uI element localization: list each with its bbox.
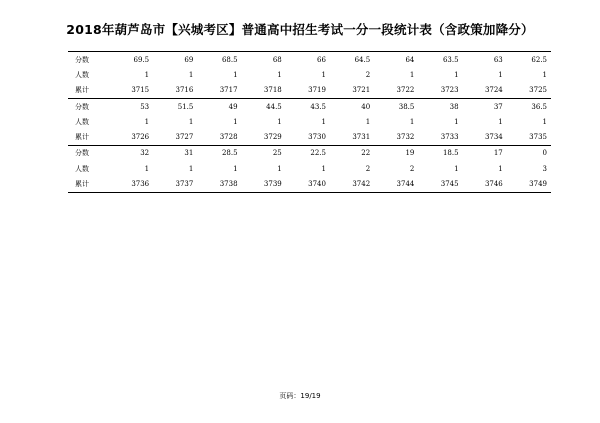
cumulative-cell: 3717 <box>197 83 241 99</box>
score-cell: 62.5 <box>507 52 551 68</box>
cumulative-cell: 3739 <box>242 176 286 192</box>
table-block-3 <box>68 145 551 192</box>
cumulative-cell: 3719 <box>286 83 330 99</box>
count-cell: 1 <box>144 164 150 173</box>
count-cell: 1 <box>321 70 326 79</box>
cumulative-cell: 3734 <box>463 129 507 145</box>
count-cell: 1 <box>321 117 326 126</box>
score-cell: 28.5 <box>197 145 241 161</box>
score-cell: 32 <box>109 145 153 161</box>
table-block-2 <box>68 98 551 145</box>
cumulative-cell: 3745 <box>418 176 462 192</box>
cumulative-cell: 3737 <box>153 176 197 192</box>
cumulative-cell: 3726 <box>109 129 153 145</box>
count-cell: 2 <box>409 164 415 173</box>
row-label-cumulative: 累计 <box>68 83 109 99</box>
score-cell: 0 <box>507 145 551 161</box>
count-cell: 1 <box>498 117 503 126</box>
score-cell: 38 <box>418 98 462 114</box>
count-cell: 1 <box>188 70 194 79</box>
score-cell: 69.5 <box>109 52 153 68</box>
score-cell: 22.5 <box>286 145 330 161</box>
cumulative-cell: 3715 <box>109 83 153 99</box>
cumulative-cell: 3738 <box>197 176 241 192</box>
score-cell: 69 <box>153 52 197 68</box>
table-row-cumulative <box>68 83 551 99</box>
cumulative-cell: 3736 <box>109 176 153 192</box>
row-label-count: 人数 <box>75 117 89 126</box>
table-row-score <box>68 98 551 114</box>
score-distribution-table <box>68 51 551 193</box>
count-cell: 1 <box>144 70 150 79</box>
count-cell: 1 <box>188 164 194 173</box>
row-label-score: 分数 <box>68 98 109 114</box>
cumulative-cell: 3730 <box>286 129 330 145</box>
score-cell: 49 <box>197 98 241 114</box>
count-cell: 1 <box>454 70 459 79</box>
count-cell: 1 <box>454 117 459 126</box>
score-cell: 64 <box>374 52 418 68</box>
count-cell: 1 <box>188 117 194 126</box>
cumulative-cell: 3722 <box>374 83 418 99</box>
score-cell: 31 <box>153 145 197 161</box>
count-cell: 2 <box>365 164 371 173</box>
score-cell: 25 <box>242 145 286 161</box>
count-cell: 1 <box>542 117 547 126</box>
count-cell: 1 <box>233 164 238 173</box>
table-row-count <box>68 114 551 129</box>
count-cell: 1 <box>498 164 503 173</box>
table-block-1 <box>68 52 551 99</box>
row-label-score: 分数 <box>68 145 109 161</box>
count-cell: 1 <box>277 70 282 79</box>
score-cell: 53 <box>109 98 153 114</box>
cumulative-cell: 3740 <box>286 176 330 192</box>
cumulative-cell: 3729 <box>242 129 286 145</box>
page-title: 2018年葫芦岛市【兴城考区】普通高中招生考试一分一段统计表（含政策加降分） <box>66 22 534 37</box>
score-cell: 63.5 <box>418 52 462 68</box>
page-number: 页码：19/19 <box>279 392 321 400</box>
cumulative-cell: 3733 <box>418 129 462 145</box>
count-cell: 2 <box>365 70 371 79</box>
score-cell: 17 <box>463 145 507 161</box>
cumulative-cell: 3727 <box>153 129 197 145</box>
score-cell: 22 <box>330 145 374 161</box>
table-row-cumulative <box>68 129 551 145</box>
cumulative-cell: 3742 <box>330 176 374 192</box>
count-cell: 1 <box>365 117 371 126</box>
score-cell: 44.5 <box>242 98 286 114</box>
count-cell: 1 <box>233 70 238 79</box>
cumulative-cell: 3723 <box>418 83 462 99</box>
count-cell: 1 <box>409 70 415 79</box>
count-cell: 1 <box>498 70 503 79</box>
row-label-cumulative: 累计 <box>68 129 109 145</box>
score-cell: 18.5 <box>418 145 462 161</box>
count-cell: 1 <box>233 117 238 126</box>
count-cell: 1 <box>321 164 326 173</box>
cumulative-cell: 3749 <box>507 176 551 192</box>
score-cell: 66 <box>286 52 330 68</box>
count-cell: 1 <box>277 164 282 173</box>
cumulative-cell: 3744 <box>374 176 418 192</box>
cumulative-cell: 3735 <box>507 129 551 145</box>
score-cell: 37 <box>463 98 507 114</box>
table-row-count <box>68 67 551 82</box>
cumulative-cell: 3725 <box>507 83 551 99</box>
score-cell: 63 <box>463 52 507 68</box>
score-cell: 68 <box>242 52 286 68</box>
score-cell: 36.5 <box>507 98 551 114</box>
count-cell: 1 <box>409 117 415 126</box>
row-label-count: 人数 <box>75 164 89 173</box>
score-cell: 40 <box>330 98 374 114</box>
row-label-count: 人数 <box>75 70 89 79</box>
row-label-score: 分数 <box>68 52 109 68</box>
table-row-cumulative <box>68 176 551 192</box>
count-cell: 3 <box>542 164 547 173</box>
count-cell: 1 <box>454 164 459 173</box>
cumulative-cell: 3718 <box>242 83 286 99</box>
table-row-score <box>68 145 551 161</box>
score-cell: 43.5 <box>286 98 330 114</box>
score-cell: 19 <box>374 145 418 161</box>
count-cell: 1 <box>542 70 547 79</box>
row-label-cumulative: 累计 <box>68 176 109 192</box>
score-cell: 38.5 <box>374 98 418 114</box>
cumulative-cell: 3746 <box>463 176 507 192</box>
cumulative-cell: 3728 <box>197 129 241 145</box>
cumulative-cell: 3724 <box>463 83 507 99</box>
score-cell: 51.5 <box>153 98 197 114</box>
cumulative-cell: 3716 <box>153 83 197 99</box>
score-cell: 64.5 <box>330 52 374 68</box>
cumulative-cell: 3732 <box>374 129 418 145</box>
cumulative-cell: 3731 <box>330 129 374 145</box>
table-row-count <box>68 161 551 176</box>
score-cell: 68.5 <box>197 52 241 68</box>
cumulative-cell: 3721 <box>330 83 374 99</box>
count-cell: 1 <box>277 117 282 126</box>
table-row-score <box>68 52 551 68</box>
count-cell: 1 <box>144 117 150 126</box>
